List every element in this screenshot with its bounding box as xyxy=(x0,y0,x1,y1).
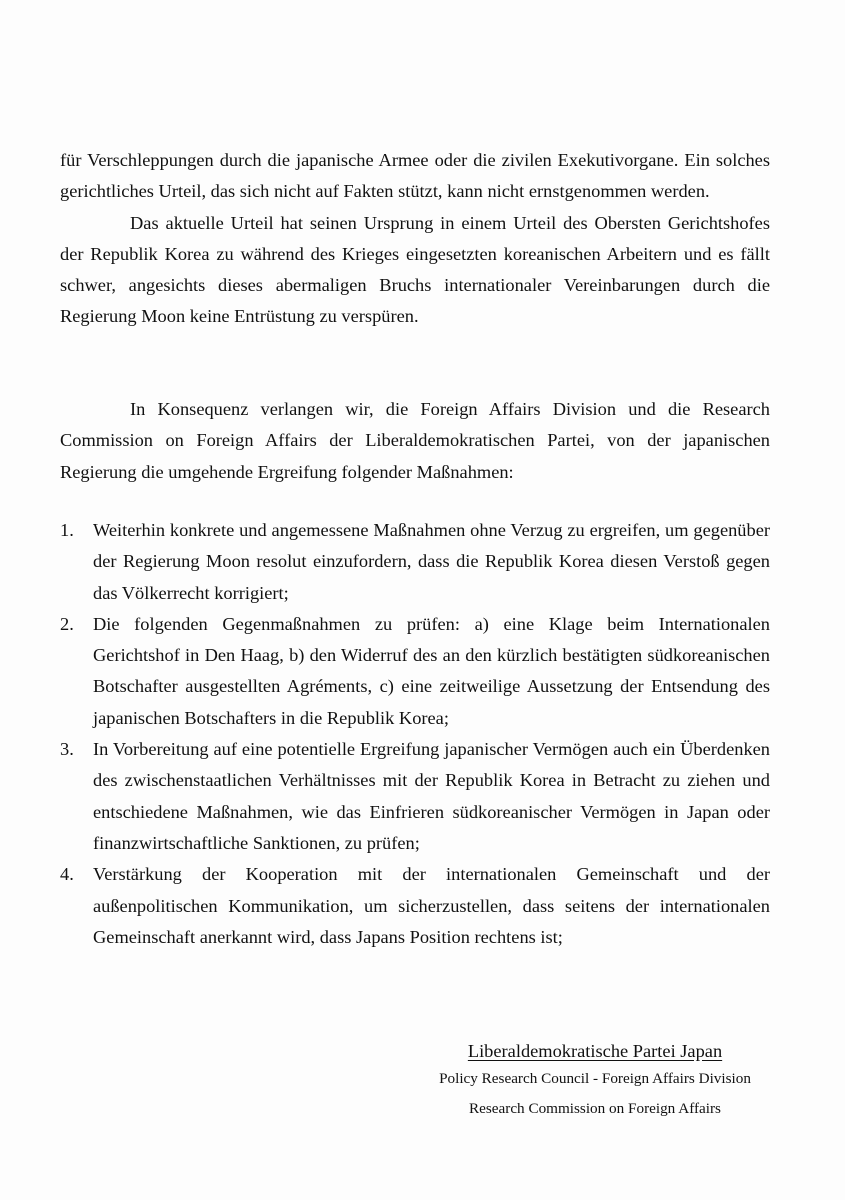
list-item xyxy=(60,609,770,734)
list-item-text: Weiterhin konkrete und angemessene Maßnahmen ohne Verzug zu ergreifen, um gegenüber der Regierung Moon resolut einzufordern, dass die Republik Korea diesen Verstoß gegen das Völkerrecht korrigiert; xyxy=(93,520,770,603)
list-item-number: 4. xyxy=(60,864,74,885)
list-item-text: Die folgenden Gegenmaßnahmen zu prüfen: a) eine Klage beim Internationalen Gerichtshof in Den Haag, b) den Widerruf des an den kürzlich bestätigten südkoreanischen Botschafter ausgestellten Agréments, c) eine zeitweilige Aussetzung der Entsendung des japanischen Botschafters in die Republik Korea; xyxy=(93,613,770,728)
signature-party: Liberaldemokratische Partei Japan xyxy=(467,1041,723,1061)
demands-intro xyxy=(60,394,770,488)
signature-block xyxy=(415,1038,775,1124)
paragraph-continuation: für Verschleppungen durch die japanische Armee oder die zivilen Exekutivorgane. Ein solches gerichtliches Urteil, das sich nicht auf Fakten stützt, kann nicht ernstgenommen werden. xyxy=(60,150,770,202)
list-item-number: 3. xyxy=(60,739,74,760)
list-item-text: Verstärkung der Kooperation mit der internationalen Gemeinschaft und der außenpolitischen Kommunikation, um sicherzustellen, dass seitens der internationalen Gemeinschaft anerkannt wird, dass Japans Position rechtens ist; xyxy=(93,864,770,947)
paragraph-court-ruling: Das aktuelle Urteil hat seinen Ursprung in einem Urteil des Obersten Gerichtshofes der Republik Korea zu während des Krieges eingesetzten koreanischen Arbeitern und es fällt schwer, angesichts dieses abermaligen Bruchs internationaler Vereinbarungen durch die Regierung Moon keine Entrüstung zu verspüren. xyxy=(60,212,770,327)
list-item-number: 1. xyxy=(60,520,74,540)
signature-council: Policy Research Council - Foreign Affairs Division xyxy=(439,1070,751,1087)
list-item xyxy=(60,515,770,609)
signature-commission: Research Commission on Foreign Affairs xyxy=(469,1100,721,1117)
list-item xyxy=(60,859,770,953)
list-item-number: 2. xyxy=(60,613,74,634)
list-item-text: In Vorbereitung auf eine potentielle Ergreifung japanischer Vermögen auch ein Überdenken des zwischenstaatlichen Verhältnisses mit der Republik Korea in Betracht zu ziehen und entschiedene Maßnahmen, wie das Einfrieren südkoreanischer Vermögen in Japan oder finanzwirtschaftliche Sanktionen, zu prüfen; xyxy=(93,739,770,853)
intro-paragraphs xyxy=(60,145,770,333)
paragraph-demands: In Konsequenz verlangen wir, die Foreign Affairs Division und die Research Commission on Foreign Affairs der Liberaldemokratischen Partei, von der japanischen Regierung die umgehende Ergreifung folgender Maßnahmen: xyxy=(60,399,770,482)
list-item xyxy=(60,734,770,859)
measures-list xyxy=(60,515,770,953)
signature-party-line xyxy=(415,1038,775,1064)
